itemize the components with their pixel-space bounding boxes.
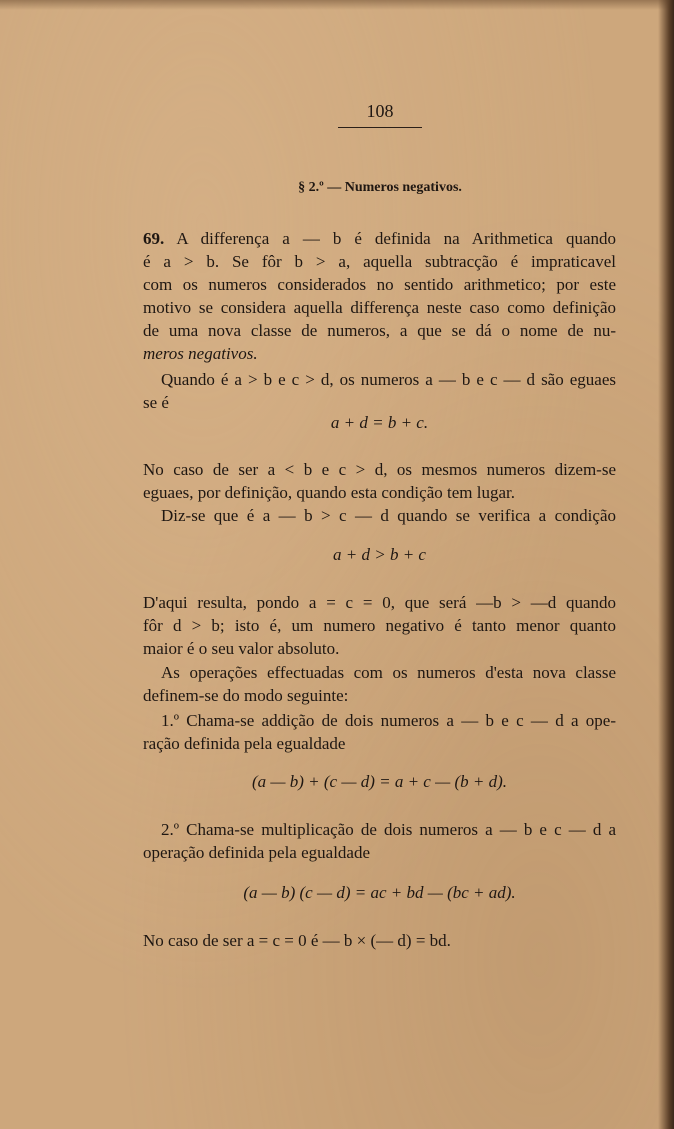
text-line: meros negativos. — [143, 344, 258, 363]
page-top-shadow — [0, 0, 674, 10]
equation-1: a + d = b + c. — [330, 413, 429, 432]
text-line: operação definida pela egualdade — [143, 843, 371, 862]
text-line: No caso de ser a < b e c > d, os mesmos numeros dizem-se — [143, 460, 616, 479]
text-line: motivo se considera aquella differença neste caso como definição — [143, 298, 616, 317]
text-line: D'aqui resulta, pondo a = c = 0, que será —b > —d quando — [143, 593, 616, 612]
text-line: Quando é a > b e c > d, os numeros a — b e c — d são eguaes — [161, 370, 616, 389]
text-line: ração definida pela egualdade — [143, 734, 346, 753]
closing-line: No caso de ser a = c = 0 é — b × (— d) = bd. — [143, 931, 451, 950]
page-binding-shadow — [658, 0, 674, 1129]
section-heading: § 2.º — Numeros negativos. — [298, 180, 462, 195]
text-line: 69. A differença a — b é definida na Arithmetica quando — [143, 229, 616, 248]
text-line: com os numeros considerados no sentido arithmetico; por este — [143, 275, 616, 294]
text-line: maior é o seu valor absoluto. — [143, 639, 340, 658]
text-line: 2.º Chama-se multiplicação de dois numeros a — b e c — d a — [161, 820, 616, 839]
text-line: As operações effectuadas com os numeros d'esta nova classe — [161, 663, 616, 682]
text-line: Diz-se que é a — b > c — d quando se verifica a condição — [161, 506, 616, 525]
page-number: 108 — [366, 101, 394, 121]
text-line: eguaes, por definição, quando esta condição tem lugar. — [143, 483, 515, 502]
equation-3: (a — b) + (c — d) = a + c — (b + d). — [251, 772, 508, 791]
page-number-rule — [338, 127, 422, 128]
text-line: definem-se do modo seguinte: — [143, 686, 349, 705]
equation-2: a + d > b + c — [333, 545, 426, 564]
text-line: de uma nova classe de numeros, a que se dá o nome de nu- — [143, 321, 616, 340]
equation-4: (a — b) (c — d) = ac + bd — (bc + ad). — [243, 883, 516, 902]
text-line: se é — [143, 393, 169, 412]
text-line: fôr d > b; isto é, um numero negativo é tanto menor quanto — [143, 616, 616, 635]
text-line: 1.º Chama-se addição de dois numeros a — b e c — d a ope- — [161, 711, 616, 730]
paragraph-number: 69. — [143, 229, 165, 248]
text-line: é a > b. Se fôr b > a, aquella subtracção é impraticavel — [143, 252, 616, 271]
